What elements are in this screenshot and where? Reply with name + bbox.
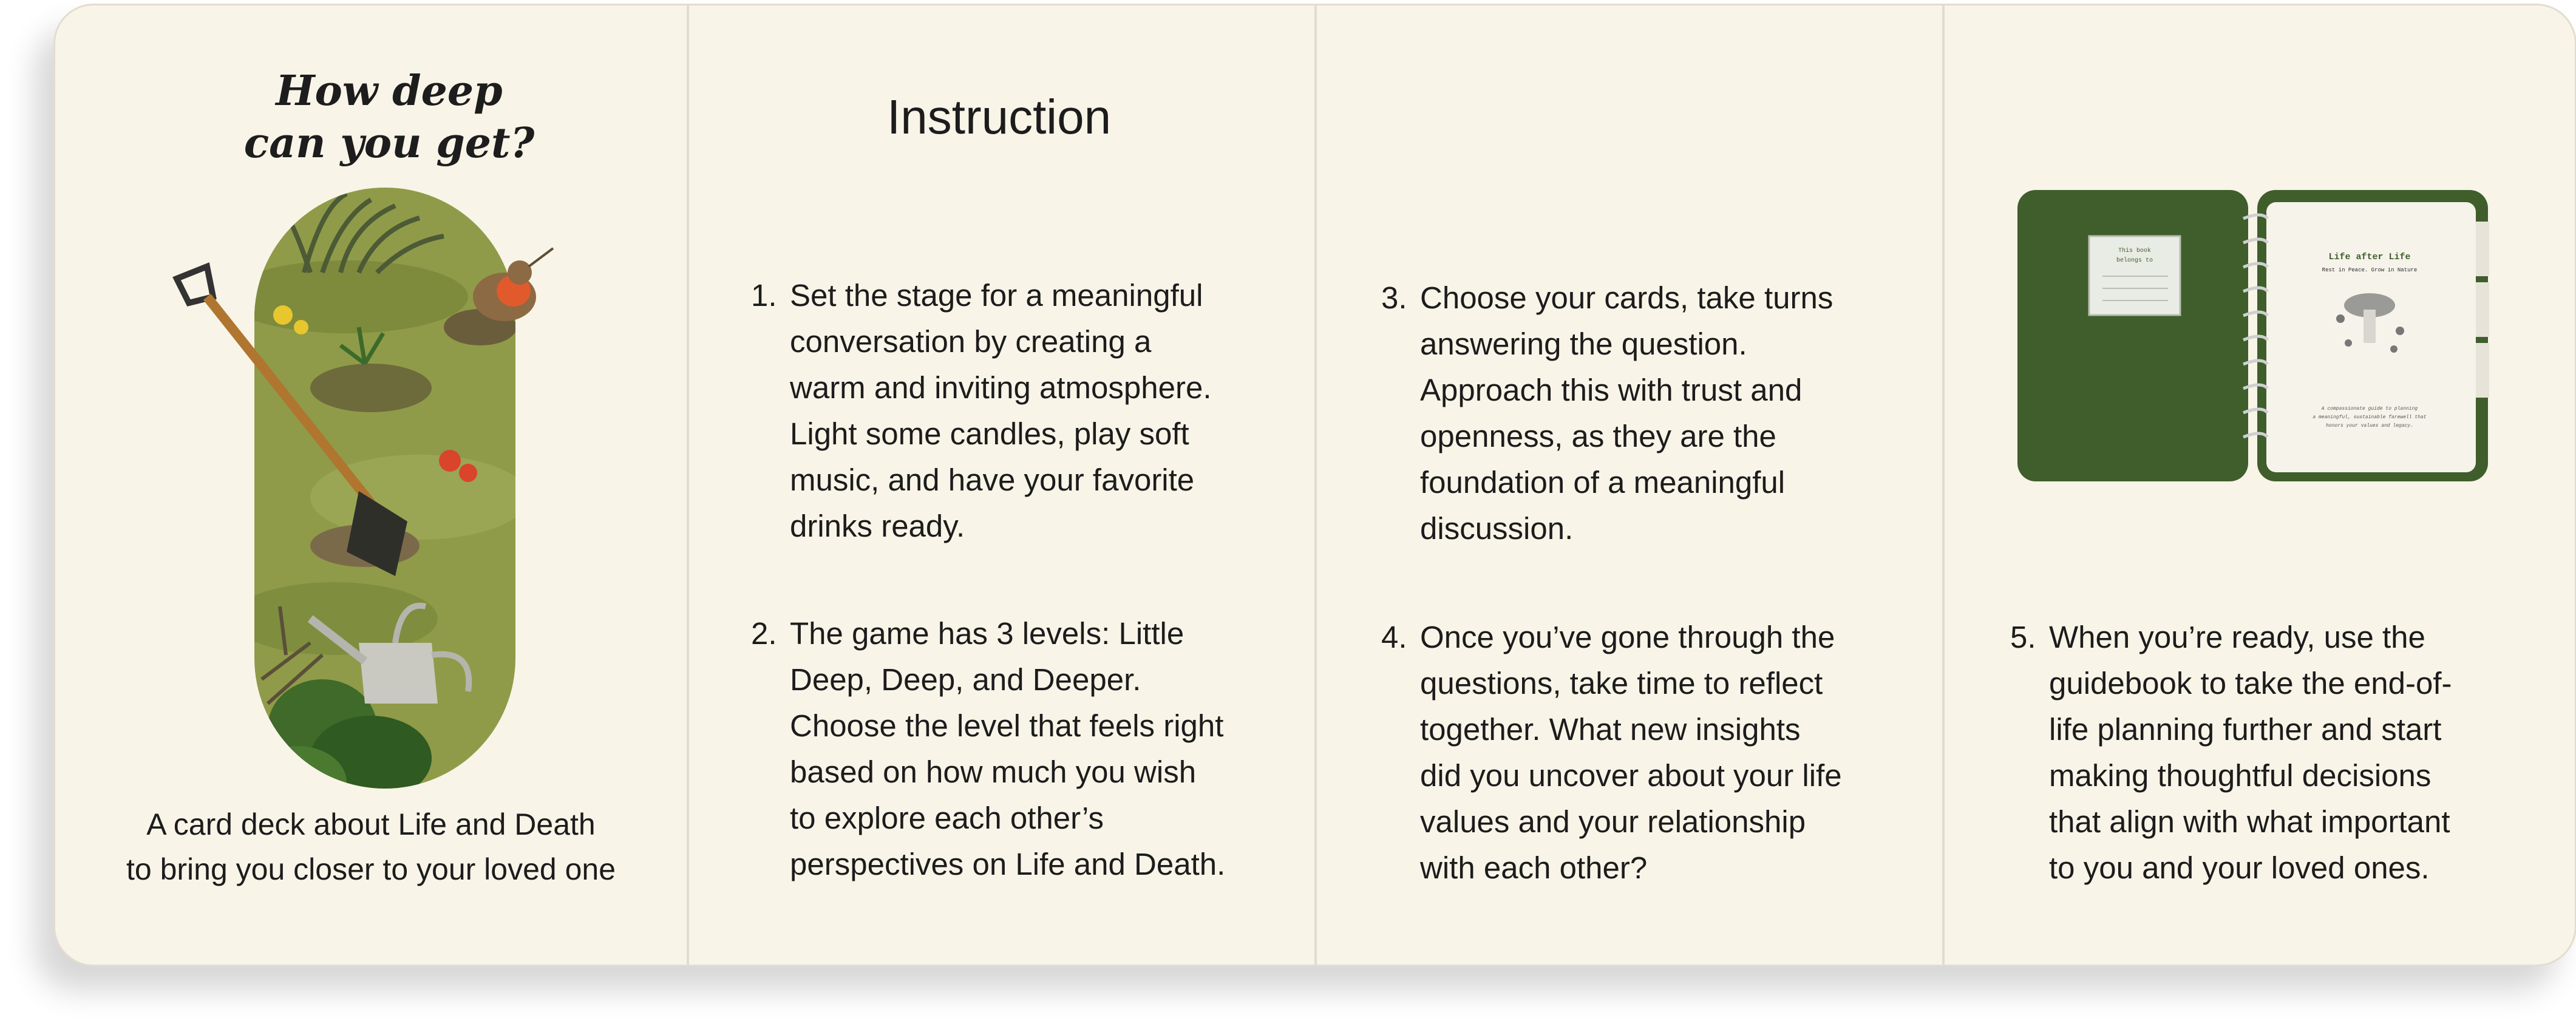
step-line: guidebook to take the end-of- [2049, 666, 2452, 701]
step-4 [1381, 614, 1842, 891]
book-left-cover [2017, 190, 2248, 481]
step-line: foundation of a meaningful [1420, 465, 1786, 500]
step-line: drinks ready. [790, 509, 965, 543]
tag-text: This book [2118, 248, 2152, 254]
panel-divider [1942, 5, 1945, 965]
panel-divider [687, 5, 689, 965]
step-line: Light some candles, play soft [790, 416, 1189, 451]
book-title: Life after Life [2328, 252, 2411, 262]
step-line: together. What new insights [1420, 712, 1801, 747]
step-line: that align with what important [2049, 804, 2450, 839]
step-line: values and your relationship [1420, 804, 1806, 839]
step-number: 2. [751, 616, 777, 651]
step-line: Set the stage for a meaningful [790, 278, 1203, 313]
step-line: based on how much you wish [790, 755, 1197, 789]
instruction-heading: Instruction [887, 90, 1112, 144]
soil-mound [310, 364, 432, 412]
step-line: music, and have your favorite [790, 463, 1195, 497]
step-number: 1. [751, 278, 777, 313]
step-number: 5. [2010, 620, 2036, 654]
step-line: questions, take time to reflect [1420, 666, 1823, 701]
step-line: The game has 3 levels: Little [790, 616, 1184, 651]
garden-illustration [165, 182, 602, 801]
step-line: Once you’ve gone through the [1420, 620, 1835, 654]
instruction-card [53, 4, 2576, 966]
caption-line: A card deck about Life and Death [146, 807, 596, 841]
step-line: When you’re ready, use the [2049, 620, 2425, 654]
book-blurb: honors your values and legacy. [2325, 423, 2414, 429]
step-number: 3. [1381, 280, 1407, 315]
book-blurb: a meaningful, sustainable farewell that [2313, 415, 2427, 420]
step-line: discussion. [1420, 511, 1574, 546]
book-subtitle: Rest in Peace. Grow in Nature [2322, 267, 2418, 273]
step-line: to explore each other’s [790, 801, 1104, 835]
caption-line: to bring you closer to your loved one [126, 852, 616, 886]
cover-title [201, 65, 577, 169]
book-blurb: A compassionate guide to planning [2321, 406, 2418, 412]
cover-title-line: How deep [276, 67, 503, 115]
step-3 [1381, 275, 1833, 552]
step-1 [751, 273, 1212, 549]
step-2 [751, 611, 1226, 887]
tag-text: belongs to [2116, 257, 2153, 264]
step-line: making thoughtful decisions [2049, 758, 2432, 793]
step-line: did you uncover about your life [1420, 758, 1842, 793]
step-line: answering the question. [1420, 327, 1747, 361]
cover-title-line: can you get? [243, 119, 535, 168]
step-line: Choose your cards, take turns [1420, 280, 1833, 315]
step-line: with each other? [1420, 850, 1648, 885]
step-5 [2010, 614, 2452, 891]
step-line: openness, as they are the [1420, 419, 1776, 453]
panel-divider [1314, 5, 1317, 965]
step-line: warm and inviting atmosphere. [790, 370, 1212, 405]
step-number: 4. [1381, 620, 1407, 654]
step-line: conversation by creating a [790, 324, 1152, 359]
ownership-tag [2089, 236, 2180, 315]
step-line: life planning further and start [2049, 712, 2442, 747]
step-line: perspectives on Life and Death. [790, 847, 1226, 881]
step-line: Deep, Deep, and Deeper. [790, 662, 1141, 697]
guidebook-illustration [2017, 185, 2497, 495]
step-line: Choose the level that feels right [790, 708, 1224, 743]
step-line: Approach this with trust and [1420, 373, 1803, 407]
cover-caption [104, 802, 638, 892]
step-line: to you and your loved ones. [2049, 850, 2430, 885]
